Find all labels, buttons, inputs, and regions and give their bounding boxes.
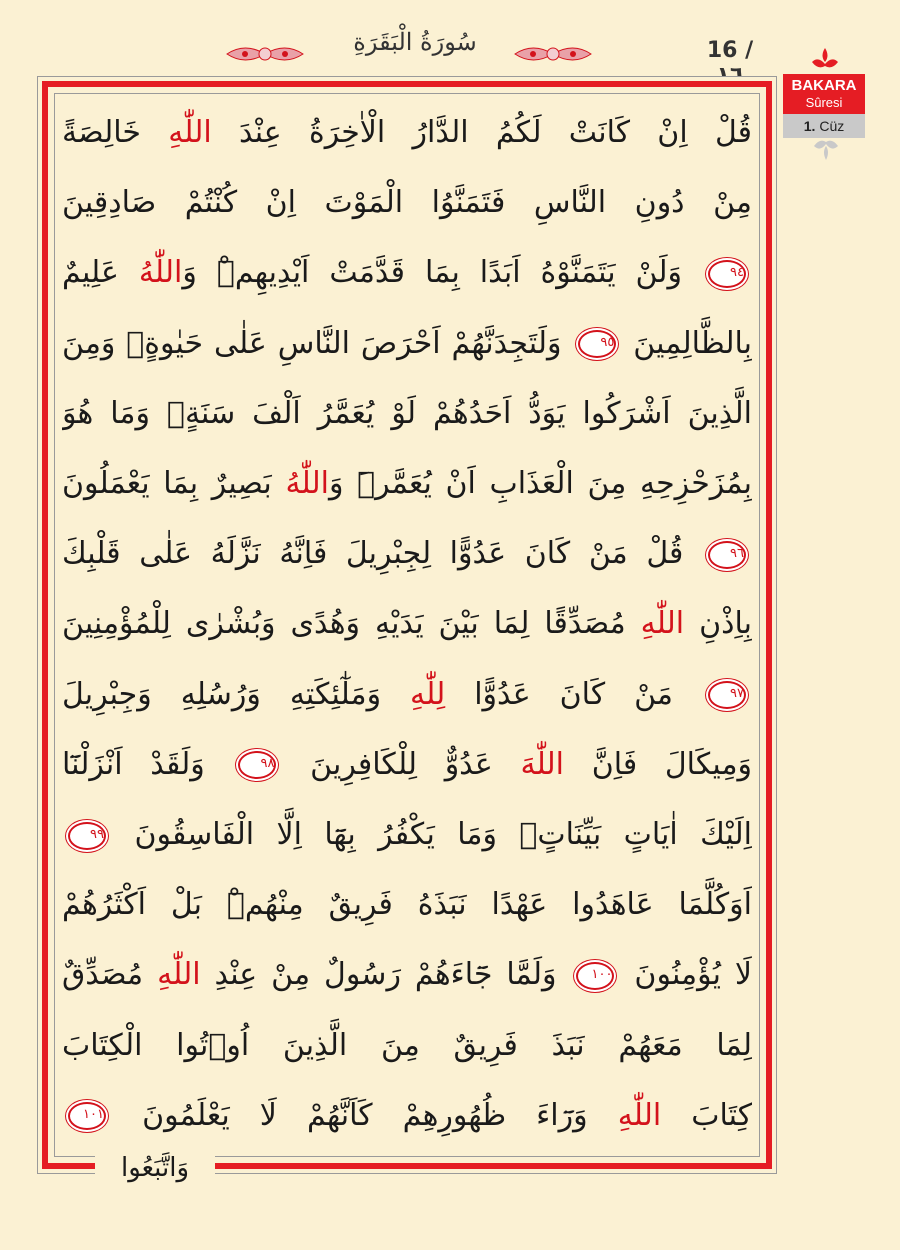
divine-name-text: اللّٰهِ: [640, 606, 685, 642]
verse-text: مَنْ كَانَ عَدُوًّا: [445, 676, 702, 712]
divine-name-text: اللّٰهُ: [138, 255, 183, 291]
fleur-top-icon: [808, 48, 842, 70]
surah-title: سُورَةُ الْبَقَرَةِ: [353, 28, 477, 56]
verse-text: قُلْ مَنْ كَانَ عَدُوًّا لِجِبْرِيلَ فَاِنَّهُ نَزَّلَهُ عَلٰى قَلْبِكَ: [62, 536, 702, 572]
text-line: [62, 168, 752, 238]
text-line: [62, 870, 752, 940]
verse-text: وَلَنْ يَتَمَنَّوْهُ اَبَدًا بِمَا قَدَّمَتْ اَيْدِيهِمْۜ وَ: [182, 255, 703, 291]
page-number: 16 /: [706, 38, 754, 63]
verse-number-marker: ١٠٠: [576, 962, 614, 990]
surah-tab: [783, 74, 865, 114]
text-line: [62, 238, 752, 308]
text-line: [62, 1081, 752, 1151]
juz-number: 1.: [803, 118, 816, 134]
verse-text: بِالظَّالِمِينَ: [622, 325, 752, 361]
verse-text: وَمَلٰٓئِكَتِهِ وَرُسُلِهِ وَجِبْرِيلَ: [62, 676, 411, 712]
divine-name-text: اللّٰهُ: [285, 466, 329, 501]
fleur-bottom-icon: [812, 138, 840, 160]
surah-tab-label: Sûresi: [805, 95, 843, 110]
quran-text-area: [62, 98, 752, 1154]
juz-tab: [783, 114, 865, 138]
left-ornament-icon: [225, 40, 305, 68]
text-line: [62, 940, 752, 1010]
verse-text: قُلْ اِنْ كَانَتْ لَكُمُ الدَّارُ الْاٰخِرَةُ عِنْدَ: [211, 115, 752, 150]
verse-number-marker: ٩٦: [708, 541, 746, 569]
verse-text: وَلَتَجِدَنَّهُمْ اَحْرَصَ النَّاسِ عَلٰى حَيٰوةٍۚ وَمِنَ: [62, 325, 573, 361]
verse-text: اِلَيْكَ اٰيَاتٍ بَيِّنَاتٍۚ وَمَا يَكْفُرُ بِهَٓا اِلَّا الْفَاسِقُونَ: [112, 817, 752, 852]
verse-text: مِنْ دُونِ النَّاسِ فَتَمَنَّوُا الْمَوْتَ اِنْ كُنْتُمْ صَادِقِينَ: [62, 185, 752, 221]
text-line: [62, 589, 752, 659]
verse-text: عَدُوٌّ لِلْكَافِرِينَ: [282, 746, 521, 782]
text-line: [62, 800, 752, 870]
verse-number-marker: ٩٧: [708, 681, 746, 709]
divine-name-text: اللّٰهِ: [617, 1097, 662, 1133]
verse-text: اَوَكُلَّمَا عَاهَدُوا عَهْدًا نَبَذَهُ فَرِيقٌ مِنْهُمْۜ بَلْ اَكْثَرُهُمْ: [62, 887, 752, 923]
verse-text: وَلَمَّا جَٓاءَهُمْ رَسُولٌ مِنْ عِنْدِ: [200, 957, 571, 993]
page-header: [0, 0, 900, 75]
verse-text: خَالِصَةً: [62, 115, 169, 150]
divine-name-text: لِلّٰهِ: [410, 676, 446, 712]
verse-text: وَرَٓاءَ ظُهُورِهِمْ كَاَنَّهُمْ لَا يَعْلَمُونَ: [112, 1097, 618, 1133]
verse-number-marker: ٩٤: [708, 260, 746, 288]
verse-text: بِمُزَحْزِحِهِ مِنَ الْعَذَابِ اَنْ يُعَمَّرَۜ وَ: [328, 466, 752, 501]
verse-text: كِتَابَ: [661, 1097, 752, 1133]
divine-name-text: اللّٰهِ: [157, 957, 201, 993]
verse-text: مُصَدِّقًا لِمَا بَيْنَ يَدَيْهِ وَهُدًى وَبُشْرٰى لِلْمُؤْمِنِينَ: [62, 606, 641, 642]
verse-text: لِمَا مَعَهُمْ نَبَذَ فَرِيقٌ مِنَ الَّذِينَ اُو۫تُوا الْكِتَابَ: [62, 1027, 752, 1063]
verse-text: بِاِذْنِ: [684, 606, 752, 642]
text-line: [62, 98, 752, 168]
verse-text: وَلَقَدْ اَنْزَلْنَٓا: [62, 746, 233, 782]
verse-number-marker: ٩٥: [578, 330, 616, 358]
text-line: [62, 379, 752, 449]
verse-number-marker: ٩٨: [238, 751, 276, 779]
verse-number-marker: ١٠١: [68, 1102, 106, 1130]
text-line: [62, 730, 752, 800]
verse-text: الَّذِينَ اَشْرَكُوا يَوَدُّ اَحَدُهُمْ لَوْ يُعَمَّرُ اَلْفَ سَنَةٍۚ وَمَا هُوَ: [62, 395, 752, 431]
verse-text: بَصِيرٌ بِمَا يَعْمَلُونَ: [62, 466, 286, 501]
text-line: [62, 309, 752, 379]
verse-number-marker: ٩٩: [68, 822, 106, 850]
text-line: [62, 449, 752, 519]
text-line: [62, 519, 752, 589]
verse-text: عَلِيمٌ: [62, 255, 139, 291]
text-line: [62, 660, 752, 730]
right-ornament-icon: [513, 40, 593, 68]
verse-text: مُصَدِّقٌ: [62, 957, 158, 993]
catchword: وَاتَّبَعُوا: [95, 1148, 215, 1188]
text-line: [62, 1011, 752, 1081]
divine-name-text: اللّٰهِ: [168, 115, 212, 150]
surah-tab-name: BAKARA: [791, 77, 857, 94]
divine-name-text: اللّٰهَ: [520, 746, 565, 782]
verse-text: وَمِيكَالَ فَاِنَّ: [564, 746, 752, 782]
verse-text: لَا يُؤْمِنُونَ: [620, 957, 752, 993]
juz-label: Cüz: [819, 118, 845, 134]
